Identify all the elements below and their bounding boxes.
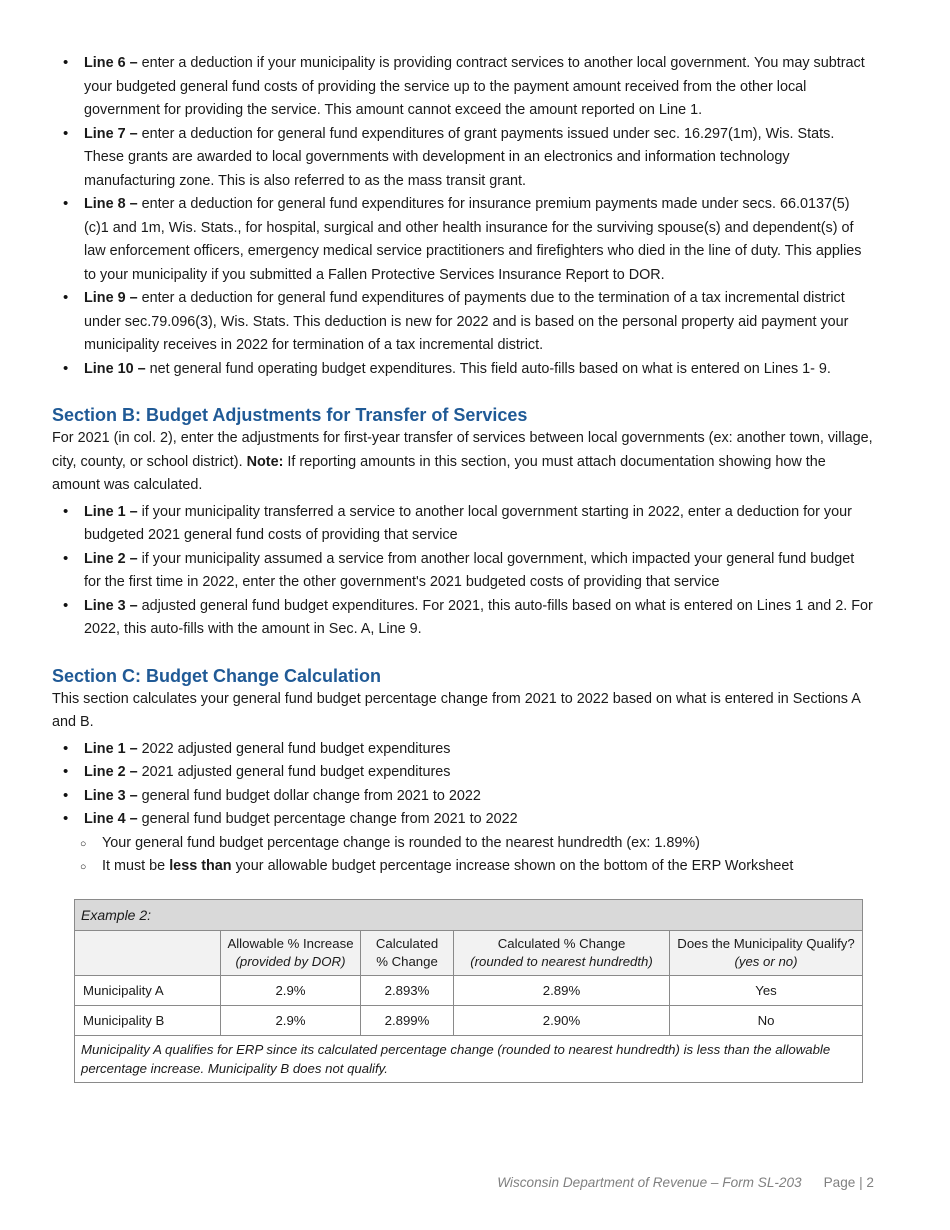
list-item bbox=[58, 761, 874, 785]
section-c-intro: This section calculates your general fund budget percentage change from 2021 to 2022 based on what is entered in Sections A and B. bbox=[52, 690, 861, 730]
cell-rounded-change: 2.89% bbox=[454, 975, 670, 1005]
bullet-label: Line 7 – bbox=[84, 125, 142, 142]
list-item bbox=[76, 855, 874, 879]
cell-municipality-name: Municipality B bbox=[75, 1005, 221, 1035]
section-c-bullet-list bbox=[52, 738, 874, 832]
bullet-text: net general fund operating budget expenditures. This field auto-fills based on what is entered on Lines 1- 9. bbox=[149, 360, 831, 377]
bullet-text: 2021 adjusted general fund budget expenditures bbox=[141, 764, 451, 780]
section-c-heading: Section C: Budget Change Calculation bbox=[52, 665, 382, 686]
column-header-sub: % Change bbox=[376, 953, 438, 969]
list-item bbox=[58, 595, 874, 642]
bullet-label: Line 2 – bbox=[84, 550, 142, 567]
subbullet-text: Your general fund budget percentage change is rounded to the nearest hundredth (ex: 1.89%) bbox=[102, 834, 700, 851]
bullet-label: Line 4 – bbox=[84, 811, 142, 827]
bullet-text: enter a deduction if your municipality is providing contract services to another local government. You may subtract your budgeted general fund costs of providing the service up to the payment amount received from the other local government for providing the service. This amount cannot exceed the amount reported on Line 1. bbox=[84, 55, 865, 118]
column-header-allowable-increase bbox=[221, 930, 361, 975]
bullet-text: adjusted general fund budget expenditures. For 2021, this auto-fills based on what is entered on Lines 1 and 2. For 2022, this auto-fills with the amount in Sec. A, Line 9. bbox=[84, 597, 873, 637]
column-header-main: Does the Municipality Qualify? bbox=[677, 935, 855, 951]
cell-allowable-increase: 2.9% bbox=[221, 975, 361, 1005]
bullet-label: Line 9 – bbox=[84, 290, 142, 306]
list-item bbox=[58, 123, 874, 194]
list-item bbox=[58, 287, 874, 358]
column-header-sub: (yes or no) bbox=[734, 953, 798, 969]
column-header-main: Allowable % Increase bbox=[227, 935, 354, 951]
column-header-rounded-change bbox=[454, 930, 670, 975]
column-header-calculated-change bbox=[361, 930, 454, 975]
bullet-label: Line 3 – bbox=[84, 787, 142, 804]
bullet-text: if your municipality transferred a service to another local government starting in 2022, enter a deduction for your budgeted 2021 general fund costs of providing that service bbox=[84, 503, 852, 543]
bullet-text: general fund budget dollar change from 2021 to 2022 bbox=[141, 787, 481, 804]
list-item bbox=[58, 501, 874, 548]
spacer bbox=[52, 642, 874, 664]
list-item bbox=[76, 832, 874, 856]
column-header-qualifies bbox=[670, 930, 863, 975]
section-c-subbullet-list bbox=[52, 832, 874, 879]
bullet-label: Line 1 – bbox=[84, 740, 142, 757]
table-row bbox=[75, 975, 863, 1005]
cell-qualifies: No bbox=[670, 1005, 863, 1035]
bullet-text: enter a deduction for general fund expenditures for insurance premium payments made under secs. 66.0137(5)(c)1 and 1m, Wis. Stats., for hospital, surgical and other health insurance for the surviving spouse(s) and dependent(s) of law enforcement officers, emergency medical service practitioners and firefighters who died in the line of duty. This applies to your municipality if you submitted a Fallen Protective Services Insurance Report to DOR. bbox=[84, 196, 862, 283]
section-b-intro bbox=[52, 427, 874, 498]
list-item bbox=[58, 548, 874, 595]
bullet-text: enter a deduction for general fund expenditures of payments due to the termination of a tax incremental district under sec.79.096(3), Wis. Stats. This deduction is new for 2022 and is based on the personal property aid payment your municipality receives in 2022 for termination of a tax incremental district. bbox=[84, 290, 849, 353]
bullet-label: Line 6 – bbox=[84, 55, 142, 71]
bullet-label: Line 10 – bbox=[84, 360, 150, 377]
section-b-heading: Section B: Budget Adjustments for Transfer of Services bbox=[52, 405, 528, 425]
page-footer bbox=[497, 1175, 874, 1190]
bullet-label: Line 1 – bbox=[84, 503, 142, 520]
table-note-cell: Municipality A qualifies for ERP since its calculated percentage change (rounded to nearest hundredth) is less than the allowable percentage increase. Municipality B does not qualify. bbox=[75, 1035, 863, 1082]
cell-rounded-change: 2.90% bbox=[454, 1005, 670, 1035]
bullet-text: general fund budget percentage change from 2021 to 2022 bbox=[141, 811, 518, 827]
column-header-sub: (provided by DOR) bbox=[235, 953, 346, 969]
table-title-cell: Example 2: bbox=[75, 899, 863, 930]
bullet-label: Line 3 – bbox=[84, 597, 142, 614]
table-header-row bbox=[75, 930, 863, 975]
section-b-bullet-list bbox=[52, 501, 874, 642]
list-item bbox=[58, 193, 874, 287]
section-b-intro-part1: For 2021 (in col. 2), enter the adjustments for first-year transfer of services between local governments (ex: another town, village, city, county, or school district). bbox=[52, 430, 873, 470]
bullet-label: Line 8 – bbox=[84, 196, 142, 212]
section-b-note-label: Note: bbox=[246, 453, 284, 470]
bullet-text: enter a deduction for general fund expenditures of grant payments issued under sec. 16.297(1m), Wis. Stats. These grants are awarded to local governments with development in an electronics and information technology manufacturing zone. This is also referred to as the mass transit grant. bbox=[84, 125, 835, 189]
column-header-sub: (rounded to nearest hundredth) bbox=[470, 953, 653, 969]
subbullet-text-pre: It must be bbox=[102, 858, 170, 874]
cell-calculated-change: 2.899% bbox=[361, 1005, 454, 1035]
footer-document-title: Wisconsin Department of Revenue – Form SL-203 bbox=[497, 1175, 802, 1190]
list-item bbox=[58, 785, 874, 809]
list-item bbox=[58, 808, 874, 832]
list-item bbox=[58, 358, 874, 382]
table-row bbox=[75, 1005, 863, 1035]
list-item bbox=[58, 738, 874, 762]
table-note-row bbox=[75, 1035, 863, 1082]
subbullet-text-post: your allowable budget percentage increase shown on the bottom of the ERP Worksheet bbox=[231, 858, 794, 874]
bullet-label: Line 2 – bbox=[84, 764, 142, 780]
bullet-text: if your municipality assumed a service from another local government, which impacted your general fund budget for the first time in 2022, enter the other government's 2021 budgeted costs of providing that service bbox=[84, 550, 855, 590]
footer-page-number: Page | 2 bbox=[823, 1175, 874, 1190]
column-header-main: Calculated % Change bbox=[497, 935, 626, 951]
section-a-bullet-list bbox=[52, 52, 874, 381]
cell-qualifies: Yes bbox=[670, 975, 863, 1005]
spacer bbox=[52, 381, 874, 403]
cell-calculated-change: 2.893% bbox=[361, 975, 454, 1005]
subbullet-text-emphasis: less than bbox=[169, 858, 232, 874]
cell-allowable-increase: 2.9% bbox=[221, 1005, 361, 1035]
example-table-container bbox=[74, 899, 862, 1083]
column-header-blank bbox=[75, 930, 221, 975]
section-b-intro-part2: If reporting amounts in this section, you must attach documentation showing how the amount was calculated. bbox=[52, 453, 826, 493]
cell-municipality-name: Municipality A bbox=[75, 975, 221, 1005]
example-2-table bbox=[74, 899, 863, 1083]
list-item bbox=[58, 52, 874, 123]
table-title-row bbox=[75, 899, 863, 930]
bullet-text: 2022 adjusted general fund budget expenditures bbox=[141, 740, 451, 757]
column-header-main: Calculated bbox=[375, 935, 439, 951]
